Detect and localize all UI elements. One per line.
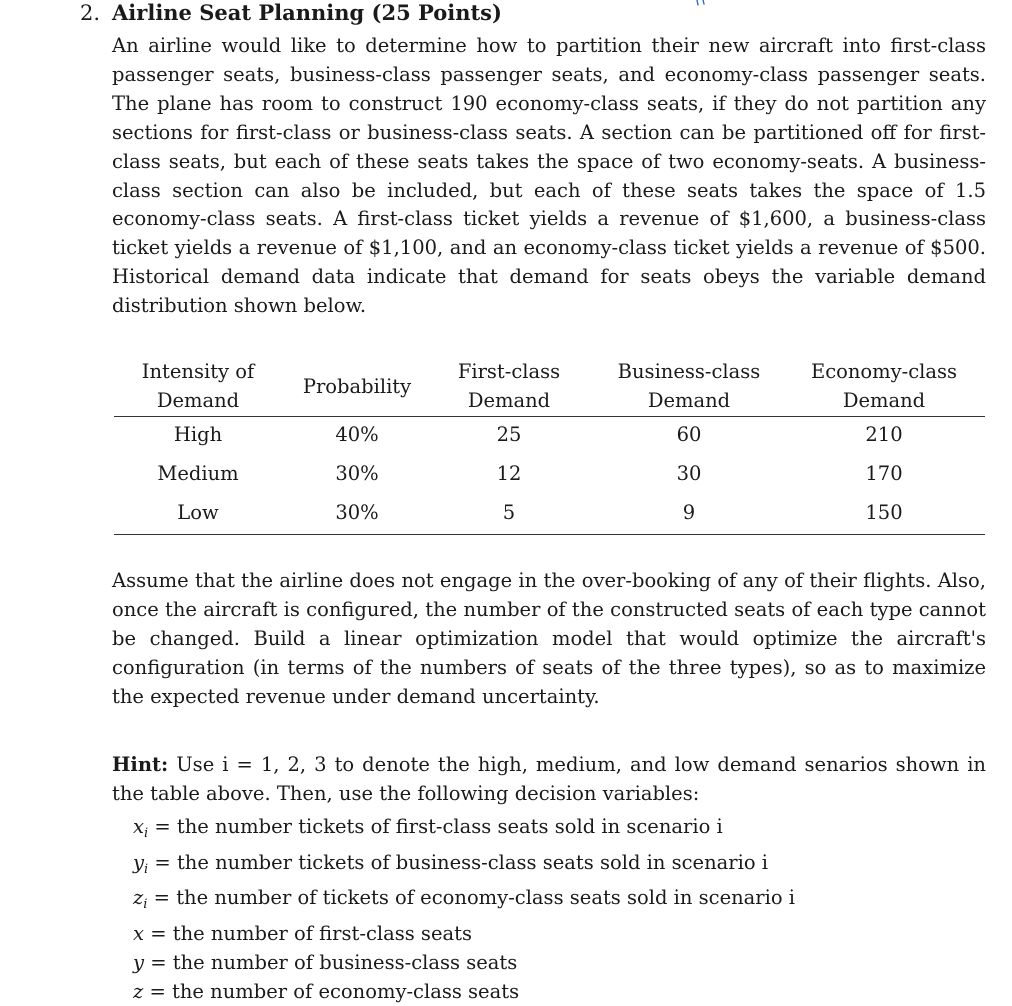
variable-symbol: z (133, 886, 144, 910)
variable-subscript: i (144, 826, 149, 841)
cell-intensity: High (173, 423, 223, 446)
header-intensity-line2: Demand (156, 388, 240, 412)
cell-probability: 40% (335, 423, 379, 446)
cell-first-demand: 25 (496, 423, 522, 446)
cell-probability: 30% (335, 462, 379, 485)
cell-first-demand: 12 (496, 462, 522, 485)
table-row (114, 456, 985, 495)
problem-intro: An airline would like to determine how to partition their new aircraft into first-class passenger seats, business-class passenger seats, and economy-class passenger seats. The plane has room to construct 190 economy-class seats, if they do not partition any sections for first-class or business-class seats. A section can be partitioned off for first-class seats, but each of these seats takes the space of two economy-seats. A business-class section can also be included, but each of these seats takes the space of 1.5 economy-class seats. A first-class ticket yields a revenue of $1,600, a business-class ticket yields a revenue of $1,100, and an economy-class ticket yields a revenue of $500. Historical demand data indicate that demand for seats obeys the variable demand distribution shown below. (112, 34, 986, 318)
list-item (133, 949, 795, 978)
variable-symbol: y (133, 950, 145, 974)
header-business-line1: Business-class (617, 360, 761, 383)
problem-title: Airline Seat Planning (25 Points) (112, 0, 502, 25)
decision-variable-list (133, 813, 795, 1006)
cell-probability: 30% (335, 501, 379, 524)
list-item (133, 920, 795, 949)
cell-business-demand: 60 (676, 423, 702, 446)
cell-intensity: Medium (157, 462, 239, 485)
list-item (133, 849, 795, 885)
header-economy-line2: Demand (842, 388, 926, 412)
cell-intensity: Low (177, 501, 219, 524)
cell-business-demand: 9 (682, 501, 696, 524)
list-item (133, 884, 795, 920)
header-economy-line1: Economy-class (810, 360, 958, 383)
variable-subscript: i (144, 861, 149, 877)
pen-mark-icon (695, 0, 709, 6)
cell-economy-demand: 170 (865, 462, 903, 485)
table-row (114, 495, 985, 535)
header-intensity (122, 358, 274, 415)
header-business-class (604, 358, 774, 415)
variable-subscript: i (143, 897, 148, 913)
cell-first-demand: 5 (502, 501, 516, 524)
cell-business-demand: 30 (676, 462, 702, 485)
header-first-line2: Demand (467, 388, 551, 412)
variable-definition: = the number of first-class seats (150, 922, 472, 946)
demand-table (114, 358, 985, 535)
variable-definition: = the number tickets of business-class seats sold in scenario i (154, 850, 769, 874)
problem-number: 2. (80, 1, 101, 25)
table-row (114, 417, 985, 456)
header-probability: Probability (302, 375, 412, 398)
variable-definition: = the number tickets of first-class seats sold in scenario i (154, 815, 723, 838)
variable-definition: = the number of tickets of economy-class seats sold in scenario i (153, 886, 796, 910)
list-item (133, 978, 795, 1006)
header-business-line2: Demand (647, 388, 731, 412)
header-first-line1: First-class (457, 360, 561, 383)
hint-text: Use i = 1, 2, 3 to denote the high, medium, and low demand senarios shown in the table above. Then, use the following decision variables: (112, 753, 986, 805)
variable-symbol: z (133, 979, 144, 1003)
variable-symbol: y (133, 850, 145, 874)
assumption-paragraph: Assume that the airline does not engage in the over-booking of any of their flights. Also, once the aircraft is configured, the number of the constructed seats of each type cannot be changed. Build a linear optimization model that would optimize the aircraft's configuration (in terms of the numbers of seats of the three types), so as to maximize the expected revenue under demand uncertainty. (112, 569, 986, 708)
header-economy-class (800, 358, 968, 415)
variable-definition: = the number of business-class seats (150, 950, 518, 974)
cell-economy-demand: 210 (865, 423, 903, 446)
hint-paragraph (112, 751, 986, 809)
header-intensity-line1: Intensity of (141, 360, 255, 383)
variable-symbol: x (133, 922, 144, 946)
cell-economy-demand: 150 (865, 501, 903, 524)
hint-label: Hint: (112, 753, 169, 776)
table-header-row (114, 358, 985, 417)
variable-symbol: x (133, 815, 144, 838)
list-item (133, 813, 795, 849)
variable-definition: = the number of economy-class seats (149, 979, 520, 1003)
header-first-class (444, 358, 574, 415)
